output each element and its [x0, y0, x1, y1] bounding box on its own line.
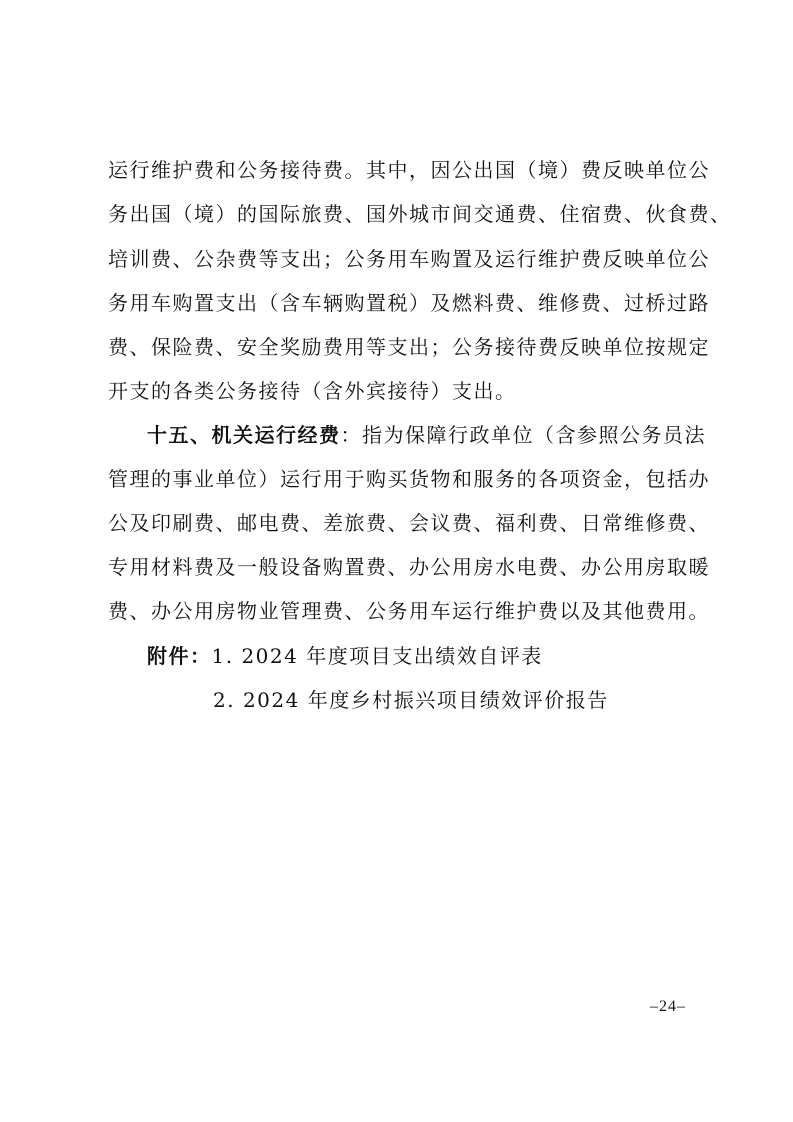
paragraph-line: 运行维护费和公务接待费。其中，因公出国（境）费反映单位公 [108, 158, 710, 182]
section-15-heading: 十五、机关运行经费 [147, 423, 341, 447]
paragraph-line: 务出国（境）的国际旅费、国外城市间交通费、住宿费、伙食费、 [108, 202, 732, 226]
attachment-item-1: 1. 2024 年度项目支出绩效自评表 [211, 644, 543, 668]
paragraph-line: 培训费、公杂费等支出；公务用车购置及运行维护费反映单位公 [108, 247, 710, 271]
paragraph-line: 开支的各类公务接待（含外宾接待）支出。 [108, 379, 517, 403]
section-15-first-line [147, 425, 747, 445]
paragraph-line: 管理的事业单位）运行用于购买货物和服务的各项资金，包括办 [108, 467, 710, 491]
page-number: –24– [650, 998, 686, 1015]
paragraph-line: 费、保险费、安全奖励费用等支出；公务接待费反映单位按规定 [108, 335, 710, 359]
attachment-label: 附件： [147, 644, 212, 668]
section-15-text: ：指为保障行政单位（含参照公务员法 [340, 423, 706, 447]
attachment-item-2: 2. 2024 年度乡村振兴项目绩效评价报告 [213, 688, 609, 712]
paragraph-line: 费、办公用房物业管理费、公务用车运行维护费以及其他费用。 [108, 599, 710, 623]
attachment-line-1 [147, 646, 747, 666]
paragraph-line: 专用材料费及一般设备购置费、办公用房水电费、办公用房取暖 [108, 555, 710, 579]
paragraph-line: 务用车购置支出（含车辆购置税）及燃料费、维修费、过桥过路 [108, 291, 710, 315]
paragraph-line: 公及印刷费、邮电费、差旅费、会议费、福利费、日常维修费、 [108, 511, 710, 535]
